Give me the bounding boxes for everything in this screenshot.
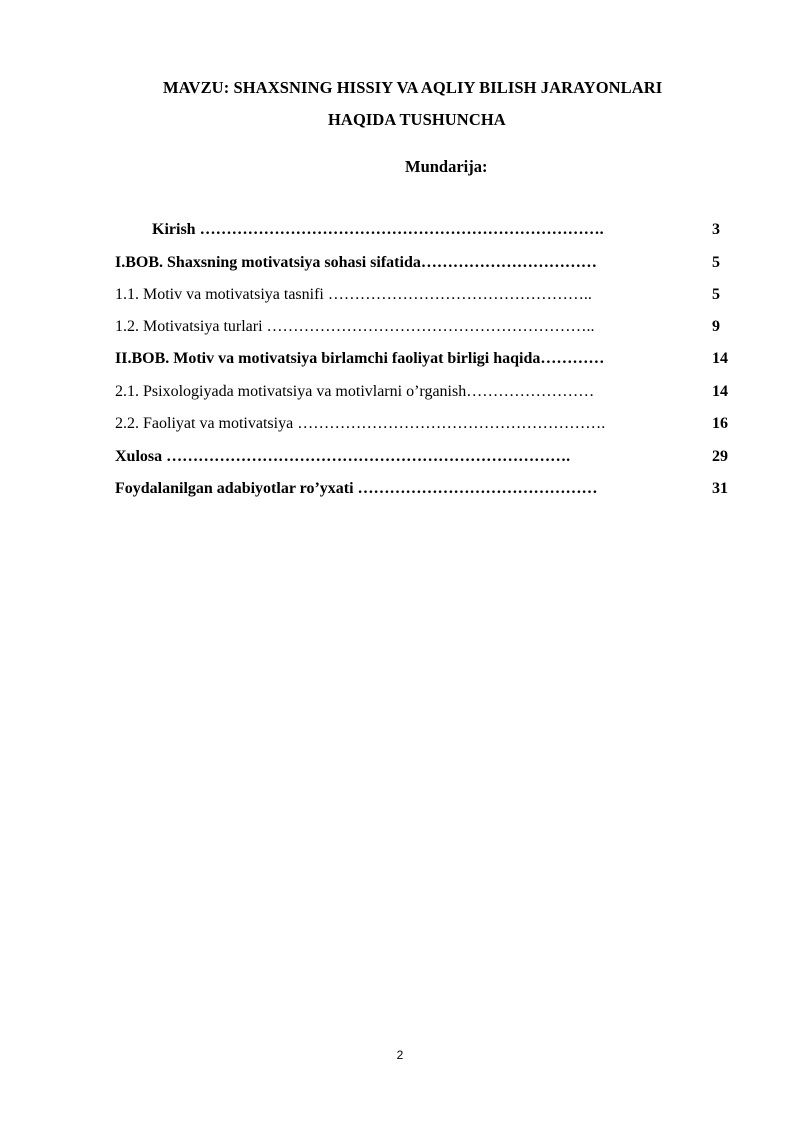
toc-item-text: I.BOB. Shaxsning motivatsiya sohasi sifatida…………………………… [115, 254, 597, 271]
toc-item-text: II.BOB. Motiv va motivatsiya birlamchi faoliyat birligi haqida………… [115, 350, 605, 367]
toc-item-page: 5 [712, 286, 720, 303]
toc-item-chapter-2 [115, 350, 735, 372]
toc-item-section-2-2 [115, 415, 735, 437]
toc-item-section-1-2 [115, 318, 735, 340]
toc-item-bibliography [115, 480, 735, 502]
toc-item-page: 29 [712, 448, 728, 465]
toc-item-page: 14 [712, 350, 728, 367]
toc-item-page: 31 [712, 480, 728, 497]
toc-item-page: 3 [712, 221, 720, 238]
toc-item-text: 1.1. Motiv va motivatsiya tasnifi ………………………………………….. [115, 286, 592, 303]
toc-item-text: Foydalanilgan adabiyotlar ro’yxati ……………………………………… [115, 480, 598, 497]
toc-item-text: 2.1. Psixologiyada motivatsiya va motivlarni o’rganish…………………… [115, 383, 595, 400]
toc-item-text: 2.2. Faoliyat va motivatsiya …………………………………………………. [115, 415, 606, 432]
toc-item-text: 1.2. Motivatsiya turlari …………………………………………………….. [115, 318, 595, 335]
toc-item-section-1-1 [115, 286, 735, 308]
document-title-line-2: HAQIDA TUSHUNCHA [328, 110, 506, 129]
toc-item-xulosa [115, 448, 735, 470]
toc-item-page: 16 [712, 415, 728, 432]
toc-item-text: Kirish …………………………………………………………………. [152, 221, 604, 238]
document-title-line-1: MAVZU: SHAXSNING HISSIY VA AQLIY BILISH JARAYONLARI [163, 78, 663, 97]
toc-item-kirish [115, 221, 735, 243]
toc-item-text: Xulosa …………………………………………………………………. [115, 448, 571, 465]
toc-item-page: 5 [712, 254, 720, 271]
toc-item-chapter-1 [115, 254, 735, 276]
toc-item-page: 9 [712, 318, 720, 335]
contents-heading: Mundarija: [405, 157, 488, 176]
page-number: 2 [396, 1048, 404, 1062]
toc-item-section-2-1 [115, 383, 735, 405]
toc-item-page: 14 [712, 383, 728, 400]
